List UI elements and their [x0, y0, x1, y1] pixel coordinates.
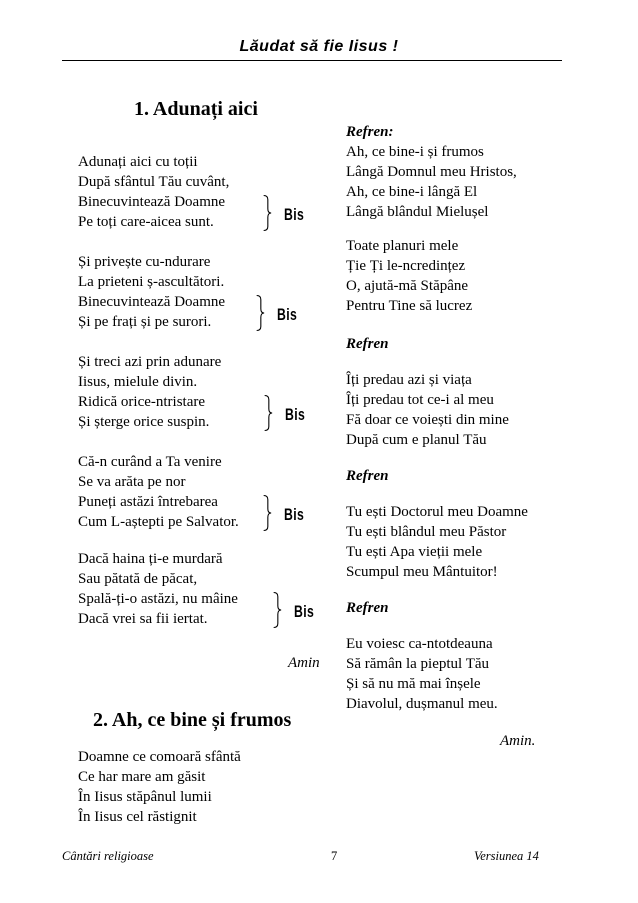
song2-stanza-3-line: După cum e planul Tău [346, 432, 487, 448]
footer-page-number: 7 [331, 849, 338, 863]
song1-stanza-3-line: Și treci azi prin adunare [78, 354, 222, 370]
song2-stanza-5-line: Și să nu mă mai înșele [346, 676, 481, 692]
song2-first-stanza-line: În Iisus stăpânul lumii [78, 789, 212, 805]
song2-stanza-3-line: Fă doar ce voiești din mine [346, 412, 509, 428]
song2-stanza-3-line: Îți predau tot ce-i al meu [346, 392, 494, 408]
song1-amin: Amin [288, 655, 320, 671]
song2-stanza-5-line: Eu voiesc ca-ntotdeauna [346, 636, 493, 652]
footer-left: Cântări religioase [62, 849, 154, 863]
bis-label: Bis [285, 405, 306, 424]
song1-stanza-2-line: Și privește cu-ndurare [78, 254, 211, 270]
song1-stanza-5-line: Dacă haina ți-e murdară [78, 551, 223, 567]
refren-line: Ah, ce bine-i și frumos [346, 144, 484, 160]
song1-stanza-4-line: Cum L-aștepti pe Salvator. [78, 514, 239, 530]
song2-stanza-4-line: Tu ești Doctorul meu Doamne [346, 504, 528, 520]
song2-stanza-2-line: Pentru Tine să lucrez [346, 298, 473, 314]
bis-label: Bis [277, 305, 298, 324]
song2-title: 2. Ah, ce bine și frumos [93, 709, 292, 731]
bracket-icon [255, 292, 265, 334]
song1-stanza-5-line: Dacă vrei sa fii iertat. [78, 611, 208, 627]
bis-label: Bis [284, 205, 305, 224]
refren-marker: Refren [346, 600, 389, 616]
song1-stanza-2-line: Binecuvintează Doamne [78, 294, 226, 310]
song1-stanza-1-line: Binecuvintează Doamne [78, 194, 226, 210]
song1-stanza-3-line: Și șterge orice suspin. [78, 414, 210, 430]
song2-stanza-4-line: Tu ești Apa vieții mele [346, 544, 483, 560]
bis-label: Bis [294, 602, 315, 621]
song2-first-stanza-line: Doamne ce comoară sfântă [78, 749, 241, 765]
refren-heading: Refren: [346, 124, 394, 140]
song1-stanza-2-line: Și pe frați și pe surori. [78, 314, 212, 330]
song1-stanza-1-line: Adunați aici cu toții [78, 154, 198, 170]
song1-stanza-5-line: Spală-ți-o astăzi, nu mâine [78, 591, 238, 607]
refren-marker: Refren [346, 336, 389, 352]
song1-stanza-3-line: Iisus, mielule divin. [78, 374, 198, 390]
song1-stanza-1-line: După sfântul Tău cuvânt, [78, 174, 230, 190]
refren-line: Lângă blândul Mielușel [346, 204, 489, 220]
song2-stanza-2-line: O, ajută-mă Stăpâne [346, 278, 469, 294]
header-rule [62, 60, 562, 61]
song2-stanza-4-line: Scumpul meu Mântuitor! [346, 564, 498, 580]
song2-stanza-5-line: Diavolul, dușmanul meu. [346, 696, 498, 712]
bracket-icon [272, 589, 282, 631]
song1-title: 1. Adunați aici [134, 98, 258, 120]
song1-stanza-4-line: Că-n curând a Ta venire [78, 454, 222, 470]
song1-stanza-4-line: Se va arăta pe nor [78, 474, 186, 490]
page-header-title: Lăudat să fie Iisus ! [239, 38, 399, 55]
bracket-icon [262, 192, 272, 234]
refren-line: Ah, ce bine-i lângă El [346, 184, 478, 200]
song2-stanza-3-line: Îți predau azi și viața [346, 372, 472, 388]
refren-line: Lângă Domnul meu Hristos, [346, 164, 517, 180]
song1-stanza-1-line: Pe toți care-aicea sunt. [78, 214, 214, 230]
bracket-icon [263, 392, 273, 434]
refren-marker: Refren [346, 468, 389, 484]
bis-label: Bis [284, 505, 305, 524]
song1-stanza-5-line: Sau pătată de păcat, [78, 571, 198, 587]
song1-stanza-4-line: Puneți astăzi întrebarea [78, 494, 218, 510]
song1-stanza-2-line: La prieteni ș-ascultători. [78, 274, 225, 290]
song2-amin: Amin. [500, 733, 536, 749]
bracket-icon [262, 492, 272, 534]
song1-stanza-3-line: Ridică orice-ntristare [78, 394, 206, 410]
song2-first-stanza-line: În Iisus cel răstignit [78, 809, 197, 825]
song2-stanza-2-line: Toate planuri mele [346, 238, 459, 254]
footer-right: Versiunea 14 [474, 849, 539, 863]
song2-first-stanza-line: Ce har mare am găsit [78, 769, 206, 785]
song2-stanza-5-line: Să rămân la pieptul Tău [346, 656, 490, 672]
song2-stanza-4-line: Tu ești blândul meu Păstor [346, 524, 507, 540]
song2-stanza-2-line: Ție Ți le-ncredințez [346, 258, 466, 274]
